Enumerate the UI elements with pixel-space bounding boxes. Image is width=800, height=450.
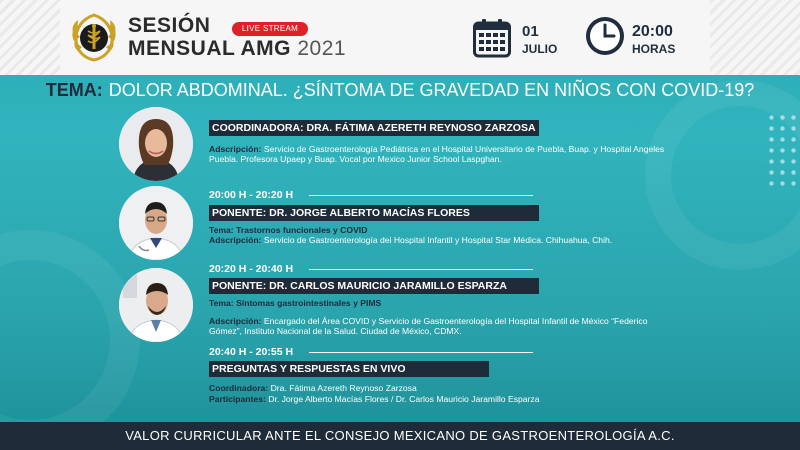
qa-participants-text: Dr. Jorge Alberto Macías Flores / Dr. Carlos Mauricio Jaramillo Esparza (268, 394, 540, 404)
coordinator-adscripcion-label: Adscripción: (209, 144, 262, 154)
title-main: MENSUAL AMG (128, 37, 291, 60)
topic-text: DOLOR ABDOMINAL. ¿SÍNTOMA DE GRAVEDAD EN NIÑOS CON COVID-19? (108, 80, 755, 100)
qa-coordinator-text: Dra. Fátima Azereth Reynoso Zarzosa (270, 383, 417, 393)
topic-heading (0, 80, 800, 101)
footer-banner: VALOR CURRICULAR ANTE EL CONSEJO MEXICANO DE GASTROENTEROLOGÍA A.C. (0, 422, 800, 450)
coordinator-adscripcion-text: Servicio de Gastroenterología Pediátrica en el Hospital Universitario de Puebla, Buap. y Hospital Angeles Puebla. Profesora Upaep y Buap. Vocal por Mexico Junior School Laspghan. (209, 144, 665, 164)
speaker-1-tema-label: Tema: (209, 225, 234, 235)
speaker-1-time-line (309, 195, 533, 196)
title-line-1: SESIÓN (128, 14, 211, 37)
time-value: 20:00 (632, 23, 673, 40)
speaker-1-bar: PONENTE: DR. JORGE ALBERTO MACÍAS FLORES (209, 205, 539, 221)
qa-time-text: 20:40 H - 20:55 H (209, 346, 294, 358)
coordinator-adscripcion (209, 144, 679, 164)
seal-logo-icon (68, 11, 120, 63)
speaker-2-bar: PONENTE: DR. CARLOS MAURICIO JARAMILLO ESPARZA (209, 278, 539, 294)
topic-label: TEMA: (45, 80, 103, 100)
title-line-2 (128, 38, 346, 60)
time-label: HORAS (632, 42, 676, 56)
qa-coordinator (209, 383, 689, 393)
speaker-2-time-text: 20:20 H - 20:40 H (209, 263, 294, 275)
live-stream-badge: LIVE STREAM (232, 22, 308, 36)
avatar-speaker-1 (119, 186, 193, 260)
calendar-icon (473, 18, 511, 58)
speaker-1-adscripcion (209, 235, 689, 245)
date-day: 01 (522, 23, 539, 40)
speaker-2-tema (209, 298, 679, 308)
clock-icon (584, 15, 626, 57)
date-month: JULIO (522, 42, 558, 56)
qa-time (209, 346, 293, 358)
coordinator-bar: COORDINADORA: DRA. FÁTIMA AZERETH REYNOSO ZARZOSA (209, 120, 539, 136)
avatar-speaker-2 (119, 268, 193, 342)
speaker-1-adscripcion-text: Servicio de Gastroenterología del Hospital Infantil y Hospital Star Médica. Chihuahua, Chih. (263, 235, 613, 245)
speaker-1-tema-text: Trastornos funcionales y COVID (236, 225, 368, 235)
qa-participants-label: Participantes: (209, 394, 266, 404)
speaker-2-tema-label: Tema: (209, 298, 234, 308)
speaker-2-adscripcion-label: Adscripción: (209, 316, 262, 326)
avatar-coordinator (119, 107, 193, 181)
header-stripes-right (710, 0, 800, 75)
title-year: 2021 (297, 37, 347, 60)
speaker-2-adscripcion (209, 316, 679, 336)
speaker-2-time-line (309, 269, 533, 270)
qa-bar: PREGUNTAS Y RESPUESTAS EN VIVO (209, 361, 489, 377)
speaker-2-adscripcion-text: Encargado del Área COVID y Servicio de Gastroenterología del Hospital Infantil de México “Federico Gómez”, Instituto Nacional de la Salud. Ciudad de México, CDMX. (209, 316, 648, 336)
speaker-1-adscripcion-label: Adscripción: (209, 235, 262, 245)
qa-time-line (309, 352, 533, 353)
header-band (0, 0, 800, 75)
speaker-1-time (209, 189, 293, 201)
qa-coordinator-label: Coordinadora: (209, 383, 269, 393)
speaker-2-tema-text: Síntomas gastrointestinales y PIMS (236, 298, 382, 308)
decorative-dots (766, 112, 800, 186)
qa-participants (209, 394, 689, 404)
speaker-2-time (209, 263, 293, 275)
speaker-1-tema (209, 225, 679, 235)
header-stripes-left (0, 0, 60, 75)
speaker-1-time-text: 20:00 H - 20:20 H (209, 189, 294, 201)
decorative-arc-left (0, 230, 140, 450)
